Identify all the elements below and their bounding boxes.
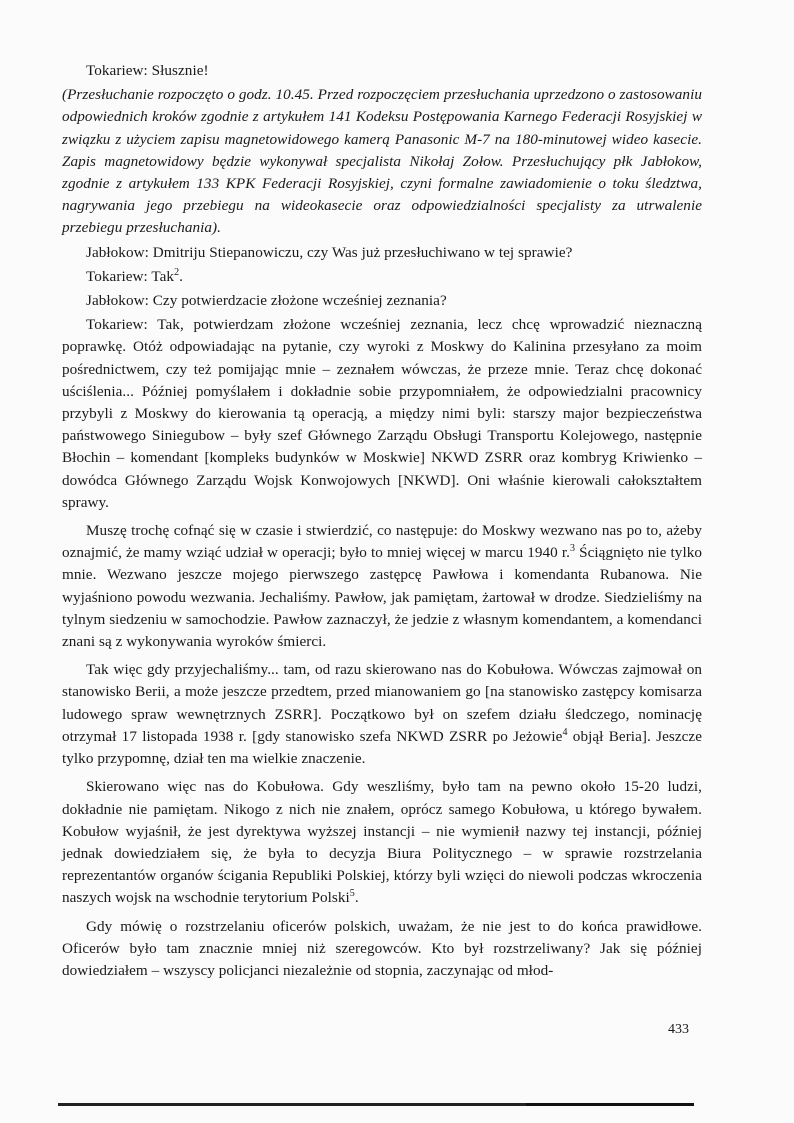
document-body	[62, 60, 702, 982]
footnote-ref-4: 4	[562, 726, 568, 738]
footnote-ref-3: 3	[569, 543, 576, 555]
paragraph-protocol-note: (Przesłuchanie rozpoczęto o godz. 10.45. Przed rozpoczęciem przesłuchania uprzedzono o zastosowaniu odpowiednich kroków zgodnie z artykułem 141 Kodeksu Postępowania Karnego Federacji Rosyjskiej w związku z użyciem zapisu magnetowidowego kamerą Panasonic M-7 na 180-minutowej wideo kasecie. Zapis magnetowidowy będzie wykonywał specjalista Nikołaj Zołow. Przesłuchujący płk Jabłokow, zgodnie z artykułem 133 KPK Federacji Rosyjskiej, czyni formalne zawiadomienie o toku śledztwa, nagrywania jego przebiegu na wideokasecie oraz odpowiedzialności specjalisty za utrwalenie przebiegu przesłuchania).	[62, 86, 702, 237]
paragraph-tokariew-testimony: Tokariew: Tak, potwierdzam złożone wcześniej zeznania, lecz chcę wprowadzić nieznaczną poprawkę. Otóż odpowiadając na pytanie, czy wyroki z Moskwy do Kalinina przesyłano za moim pośrednictwem, czy też pomijając mnie – zeznałem wówczas, że przeze mnie. Teraz chcę dokonać uściślenia... Później pomyślałem i dokładnie sobie przypomniałem, że odpowiedzialni pracownicy przybyli z Moskwy do kierowania tą operacją, a między nimi byli: starszy major bezpieczeństwa państwowego Siniegubow – były szef Głównego Zarządu Obsługi Transportu Kolejowego, następnie Błochin – komendant [kompleks budynków w Moskwie] NKWD ZSRR oraz kombryg Kriwienko – dowódca Głównego Zarządu Wojsk Konwojowych [NKWD]. Oni właśnie kierowali całokształtem sprawy.	[62, 316, 702, 511]
paragraph-tokariew-answer-tak: Tokariew: Tak$^2$.	[86, 266, 183, 285]
bottom-rule	[58, 1103, 694, 1106]
paragraph-tokariew-slusznie: Tokariew: Słusznie!	[86, 62, 209, 79]
paragraph-jablokow-question-1: Jabłokow: Dmitriju Stiepanowiczu, czy Was już przesłuchiwano w tej sprawie?	[86, 243, 573, 261]
footnote-ref-5: 5	[349, 888, 355, 900]
footnote-ref-2: 2	[174, 266, 180, 278]
paragraph-jablokow-question-2: Jabłokow: Czy potwierdzacie złożone wcześniej zeznania?	[86, 292, 447, 310]
paragraph-moscow-summons: Muszę trochę cofnąć się w czasie i stwierdzić, co następuje: do Moskwy wezwano nas po to, ażeby oznajmić, że mamy wziąć udział w operacji; było to mniej więcej w marcu 1940 r.$^3$ Ściągnięto nie tylko mnie. Wezwano jeszcze mojego pierwszego zastępcę Pawłowa i komendanta Rubanowa. Nie wyjaśniono powodu wezwania. Jechaliśmy. Pawłow, jak pamiętam, żartował w drodze. Siedzieliśmy na tylnym siedzeniu w samochodzie. Pawłow zaznaczył, że jedzie z własnym komendantem, a komendanci znani są z wykonywania wyroków śmierci.	[62, 522, 702, 651]
page-number: 433	[668, 1022, 689, 1037]
paragraph-officers: Gdy mówię o rozstrzelaniu oficerów polskich, uważam, że nie jest to do końca prawidłowe. Oficerów było tam znacznie mniej niż szeregowców. Kto był rozstrzeliwany? Jak się później dowiedziałem – wszyscy policjanci niezależnie od stopnia, zaczynając od młod-	[62, 917, 702, 979]
paragraph-kobulow-arrival: Tak więc gdy przyjechaliśmy... tam, od razu skierowano nas do Kobułowa. Wówczas zajmował on stanowisko Berii, a może jeszcze przedtem, przed mianowaniem go [na stanowisko zastępcy komisarza ludowego spraw wewnętrznych ZSRR]. Początkowo był on szefem działu śledczego, nominację otrzymał 17 listopada 1938 r. [gdy stanowisko szefa NKWD ZSRR po Jeżowie$^4$ objął Beria]. Jeszcze tylko przypomnę, dział ten ma wielkie znaczenie.	[62, 661, 702, 768]
paragraph-directive: Skierowano więc nas do Kobułowa. Gdy weszliśmy, było tam na pewno około 15-20 ludzi, dokładnie nie pamiętam. Nikogo z nich nie znałem, oprócz samego Kobułowa, u którego bywałem. Kobułow wyjaśnił, że jest dyrektywa wyższej instancji – nie wymienił nazwy tej instancji, później jednak dowiedziałem się, że była to decyzja Biura Politycznego – w sprawie rozstrzelania reprezentantów organów ścigania Republiki Polskiej, którzy byli wzięci do niewoli podczas wkroczenia naszych wojsk na wschodnie terytorium Polski$^5$.	[62, 778, 702, 907]
